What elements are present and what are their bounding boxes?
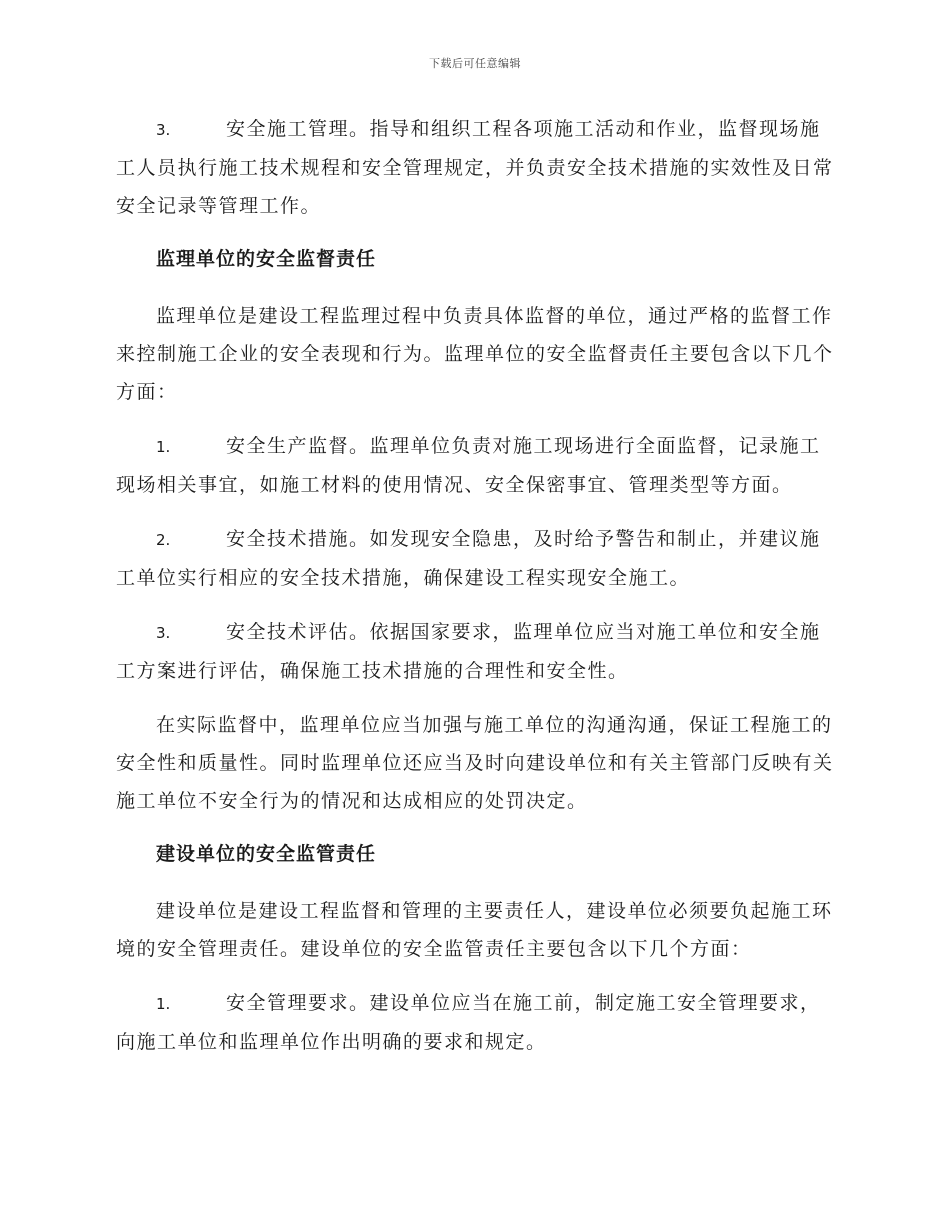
list-item: [116, 520, 836, 597]
list-text: 安全施工管理。指导和组织工程各项施工活动和作业，监督现场施工人员执行施工技术规程和安全管理规定，并负责安全技术措施的实效性及日常安全记录等管理工作。: [116, 118, 834, 217]
paragraph: 建设单位是建设工程监督和管理的主要责任人，建设单位必须要负起施工环境的安全管理责任。建设单位的安全监管责任主要包含以下几个方面：: [116, 900, 833, 960]
paragraph: 在实际监督中，监理单位应当加强与施工单位的沟通沟通，保证工程施工的安全性和质量性。同时监理单位还应当及时向建设单位和有关主管部门反映有关施工单位不安全行为的情况和达成相应的处罚决定。: [116, 714, 834, 812]
list-text: 安全生产监督。监理单位负责对施工现场进行全面监督，记录施工现场相关事宜，如施工材料的使用情况、安全保密事宜、管理类型等方面。: [116, 435, 821, 496]
list-number: 1.: [156, 995, 171, 1013]
list-item: [116, 984, 836, 1061]
list-text: 安全技术评估。依据国家要求，监理单位应当对施工单位和安全施工方案进行评估，确保施工技术措施的合理性和安全性。: [116, 621, 821, 682]
list-item: [116, 110, 836, 225]
list-number: 1.: [156, 438, 171, 456]
list-number: 3.: [156, 121, 171, 139]
section-heading: 监理单位的安全监督责任: [156, 248, 377, 270]
list-item: [116, 613, 836, 690]
list-text: 安全技术措施。如发现安全隐患，及时给予警告和制止，并建议施工单位实行相应的安全技术措施，确保建设工程实现安全施工。: [116, 528, 821, 589]
page-header: 下载后可任意编辑: [429, 57, 521, 70]
list-number: 2.: [156, 531, 171, 549]
paragraph: 监理单位是建设工程监理过程中负责具体监督的单位，通过严格的监督工作来控制施工企业的安全表现和行为。监理单位的安全监督责任主要包含以下几个方面：: [116, 305, 834, 403]
section-heading: 建设单位的安全监管责任: [156, 843, 377, 865]
document-body: [116, 110, 836, 1077]
list-item: [116, 427, 836, 504]
list-number: 3.: [156, 624, 171, 642]
list-text: 安全管理要求。建设单位应当在施工前，制定施工安全管理要求，向施工单位和监理单位作出明确的要求和规定。: [116, 992, 821, 1053]
